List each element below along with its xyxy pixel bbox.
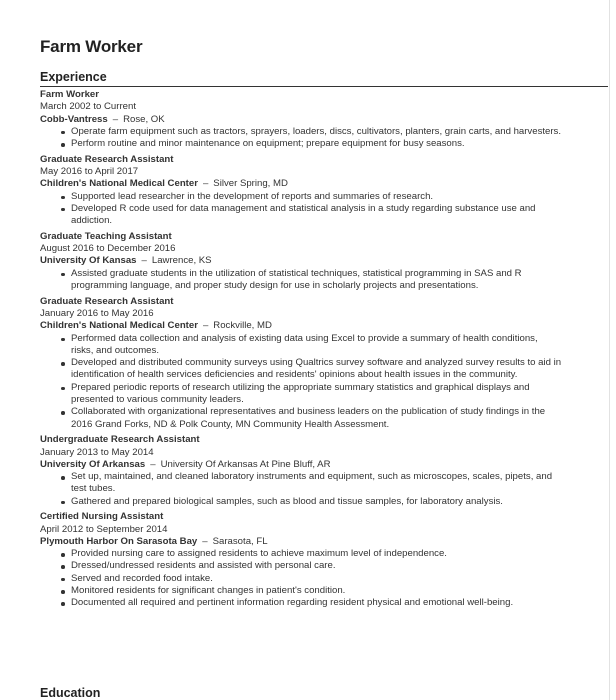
job-employer-line [40, 459, 562, 471]
duty-list [40, 191, 562, 228]
job-employer: Children's National Medical Center [40, 178, 198, 190]
job-entry [40, 154, 562, 228]
duty-item: Supported lead researcher in the development of reports and summaries of research. [71, 191, 562, 203]
job-employer: University Of Kansas [40, 255, 137, 267]
education-heading: Education [40, 686, 101, 700]
job-entry [40, 434, 562, 508]
duty-item: Dressed/undressed residents and assisted with personal care. [71, 560, 562, 572]
job-entry [40, 231, 562, 292]
job-dates: August 2016 to December 2016 [40, 243, 176, 255]
job-dates: March 2002 to Current [40, 101, 136, 113]
job-dates: April 2012 to September 2014 [40, 523, 168, 535]
duty-item: Prepared periodic reports of research utilizing the appropriate summary statistics and graphical displays and presented to various community leaders. [71, 382, 562, 407]
job-employer: Cobb-Vantress [40, 113, 108, 125]
job-employer: Plymouth Harbor On Sarasota Bay [40, 535, 198, 547]
job-title: Graduate Teaching Assistant [40, 230, 172, 242]
job-dates: January 2013 to May 2014 [40, 446, 154, 458]
duty-item: Performed data collection and analysis of existing data using Excel to provide a summary of health conditions, risks, and outcomes. [71, 333, 562, 358]
duty-list [40, 548, 562, 609]
separator-dash: – [150, 458, 156, 470]
job-dates: January 2016 to May 2016 [40, 307, 154, 319]
job-location: Sarasota, FL [212, 535, 268, 547]
job-entry [40, 511, 562, 609]
job-employer: Children's National Medical Center [40, 320, 198, 332]
job-location: University Of Arkansas At Pine Bluff, AR [160, 458, 331, 470]
duty-list [40, 333, 562, 431]
job-title: Farm Worker [40, 89, 100, 100]
page-edge-divider [609, 0, 610, 700]
job-title: Certified Nursing Assistant [40, 511, 164, 523]
experience-divider [40, 86, 608, 87]
job-employer-line [40, 320, 562, 332]
separator-dash: – [112, 113, 119, 125]
job-title: Graduate Research Assistant [40, 153, 174, 165]
duty-item: Set up, maintained, and cleaned laboratory instruments and equipment, such as microscopes, scales, pipets, and test tubes. [71, 471, 562, 496]
duty-item: Documented all required and pertinent information regarding resident physical and emotional well-being. [71, 597, 562, 609]
duty-item: Collaborated with organizational representatives and business leaders on the publication of study findings in the 2016 Grand Forks, ND & Polk County, MN Community Health Assessment. [71, 406, 562, 431]
experience-heading: Experience [40, 70, 107, 84]
duty-item: Perform routine and minor maintenance on equipment; prepare equipment for busy seasons. [71, 138, 562, 150]
job-employer: University Of Arkansas [40, 458, 146, 470]
duty-list [40, 268, 562, 293]
duty-item: Assisted graduate students in the utilization of statistical techniques, statistical programming in SAS and R programming language, and proper study design for use in scholarly projects and presentations. [71, 268, 562, 293]
duty-item: Provided nursing care to assigned residents to achieve maximum level of independence. [71, 548, 562, 560]
separator-dash: – [141, 255, 147, 267]
experience-list [40, 89, 562, 613]
job-location: Silver Spring, MD [213, 178, 288, 190]
duty-item: Operate farm equipment such as tractors, sprayers, loaders, discs, cultivators, planters, grain carts, and harvesters. [71, 125, 562, 137]
job-employer-line [40, 536, 562, 548]
duty-list [40, 471, 562, 508]
separator-dash: – [202, 178, 209, 190]
job-location: Lawrence, KS [151, 255, 212, 267]
duty-item: Gathered and prepared biological samples, such as blood and tissue samples, for laboratory analysis. [71, 496, 562, 508]
job-dates: May 2016 to April 2017 [40, 166, 139, 178]
job-location: Rockville, MD [213, 320, 272, 332]
job-location: Rose, OK [123, 113, 165, 125]
duty-item: Developed and distributed community surveys using Qualtrics survey software and analyzed survey results to aid in identification of health services deficiencies and residents' opinions about health issues in the community. [71, 357, 562, 381]
job-employer-line [40, 114, 562, 126]
job-employer-line [40, 255, 562, 267]
resume-name: Farm Worker [40, 37, 143, 56]
job-title: Undergraduate Research Assistant [40, 434, 200, 446]
duty-item: Monitored residents for significant changes in patient's condition. [71, 585, 562, 597]
separator-dash: – [202, 320, 209, 332]
duty-item: Served and recorded food intake. [71, 573, 562, 585]
job-entry [40, 89, 562, 150]
job-employer-line [40, 178, 562, 190]
separator-dash: – [202, 535, 208, 547]
duty-item: Developed R code used for data management and statistical analysis in a study regarding substance use and addiction. [71, 203, 562, 228]
duty-list [40, 126, 562, 151]
job-entry [40, 296, 562, 431]
job-title: Graduate Research Assistant [40, 295, 174, 307]
